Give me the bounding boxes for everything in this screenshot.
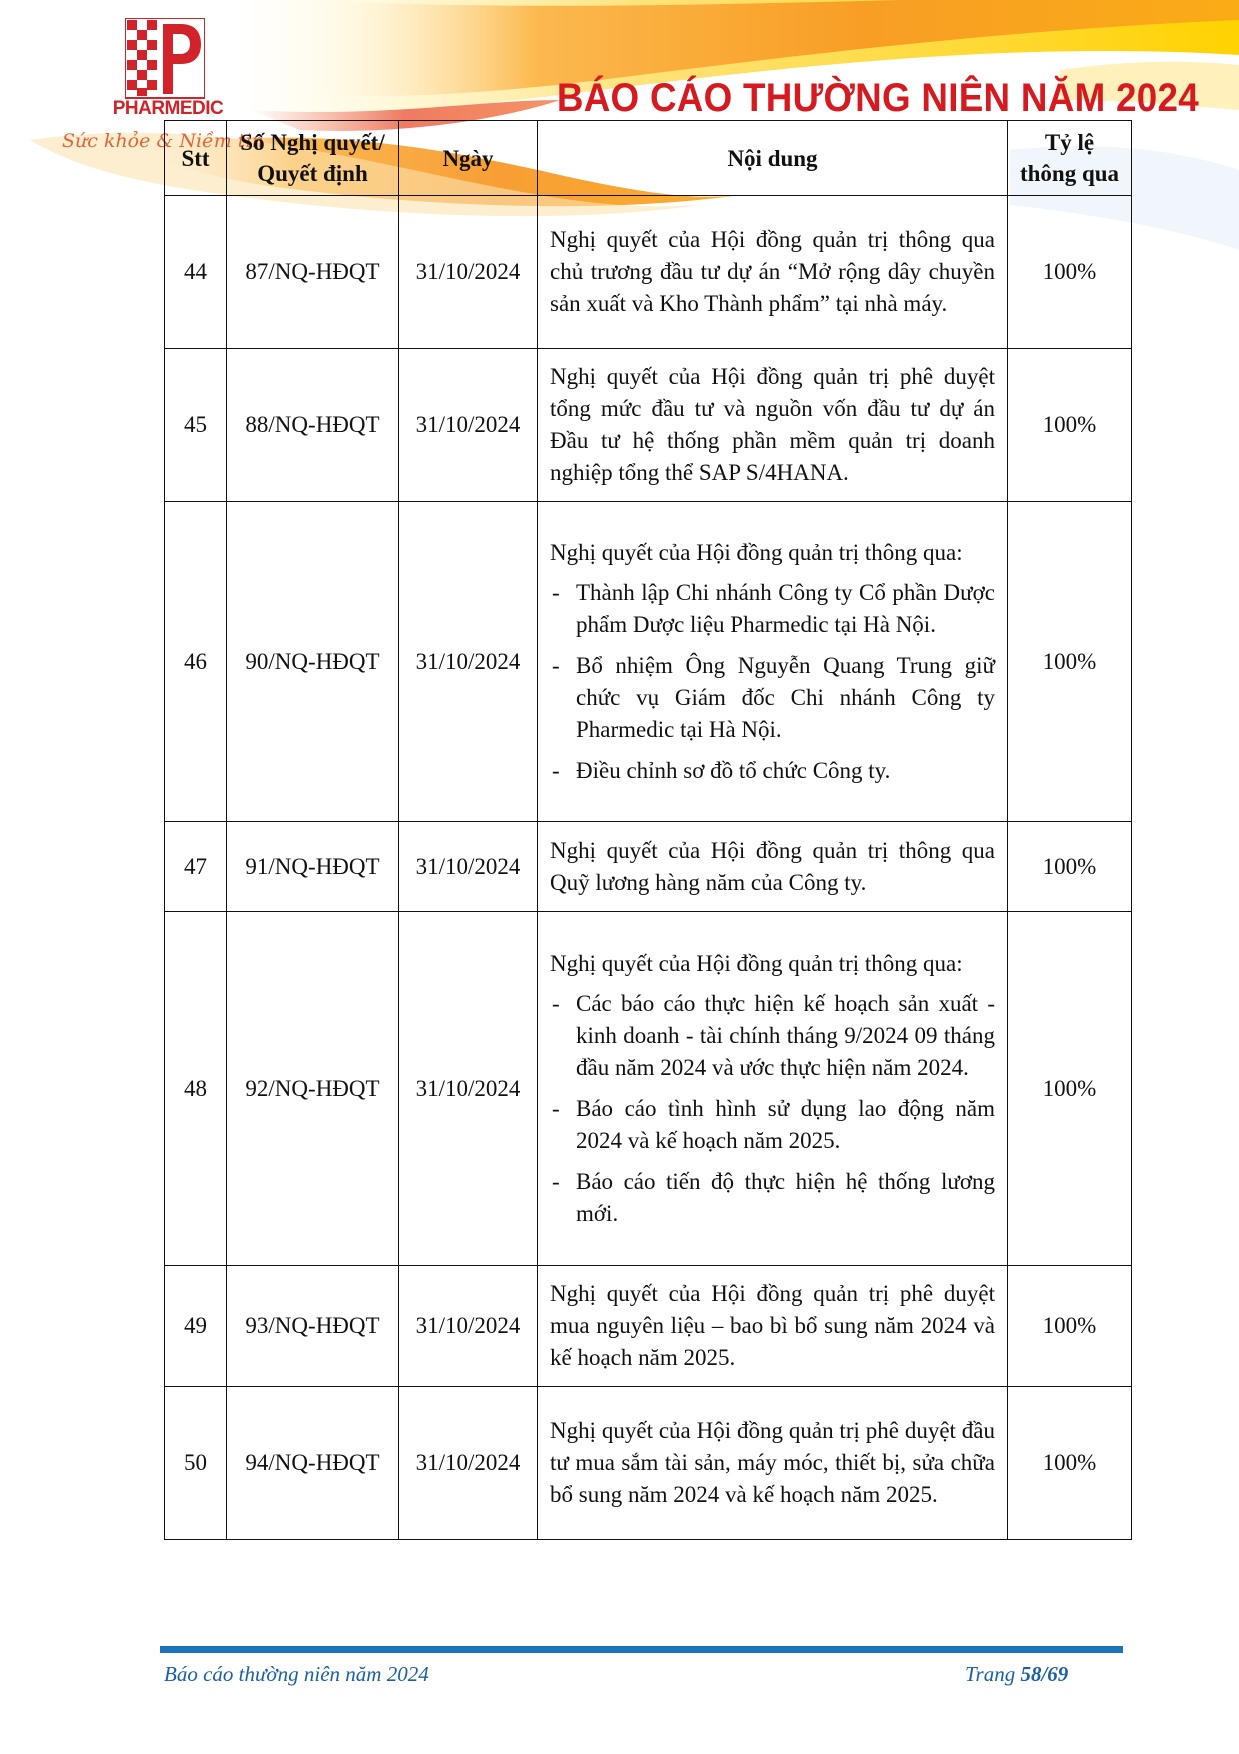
cell-date: 31/10/2024 bbox=[399, 196, 538, 349]
cell-stt: 50 bbox=[165, 1387, 227, 1540]
footer-report-name: Báo cáo thường niên năm 2024 bbox=[164, 1662, 429, 1686]
resolutions-table bbox=[164, 120, 1132, 1540]
cell-rate: 100% bbox=[1008, 1387, 1132, 1540]
cell-rate: 100% bbox=[1008, 502, 1132, 822]
page-label: Trang bbox=[965, 1662, 1016, 1686]
bullet-item: - Báo cáo tình hình sử dụng lao động năm 2024 và kế hoạch năm 2025. bbox=[550, 1093, 995, 1157]
cell-content bbox=[538, 912, 1008, 1266]
report-title: BÁO CÁO THƯỜNG NIÊN NĂM 2024 bbox=[556, 76, 1199, 120]
bullet-item: - Báo cáo tiến độ thực hiện hệ thống lương mới. bbox=[550, 1166, 995, 1230]
footer-rule bbox=[160, 1646, 1123, 1653]
cell-rate: 100% bbox=[1008, 822, 1132, 912]
cell-content bbox=[538, 1266, 1008, 1387]
table-row bbox=[165, 822, 1132, 912]
col-header-rate: Tỷ lệ thông qua bbox=[1008, 121, 1132, 196]
brand-slogan: Sức khỏe & Niềm tin bbox=[62, 130, 264, 152]
bullet-item: - Thành lập Chi nhánh Công ty Cổ phần Dược phẩm Dược liệu Pharmedic tại Hà Nội. bbox=[550, 577, 995, 641]
content-text: Nghị quyết của Hội đồng quản trị thông qua: bbox=[550, 950, 963, 976]
cell-number: 92/NQ-HĐQT bbox=[227, 912, 399, 1266]
cell-content bbox=[538, 822, 1008, 912]
col-header-stt: Stt bbox=[165, 121, 227, 196]
cell-content bbox=[538, 1387, 1008, 1540]
col-header-content: Nội dung bbox=[538, 121, 1008, 196]
cell-stt: 49 bbox=[165, 1266, 227, 1387]
content-text: Nghị quyết của Hội đồng quản trị thông qua chủ trương đầu tư dự án “Mở rộng dây chuyền sản xuất và Kho Thành phẩm” tại nhà máy. bbox=[550, 227, 995, 316]
cell-date: 31/10/2024 bbox=[399, 502, 538, 822]
table-row bbox=[165, 1387, 1132, 1540]
bullet-item: - Điều chỉnh sơ đồ tổ chức Công ty. bbox=[550, 755, 995, 787]
content-text: Nghị quyết của Hội đồng quản trị thông qua Quỹ lương hàng năm của Công ty. bbox=[550, 837, 995, 895]
cell-content bbox=[538, 196, 1008, 349]
pharmedic-logo bbox=[125, 18, 205, 108]
brand-name: PHARMEDIC bbox=[112, 98, 224, 119]
content-text: Nghị quyết của Hội đồng quản trị thông qua: bbox=[550, 539, 963, 565]
bullet-item: - Bổ nhiệm Ông Nguyễn Quang Trung giữ chức vụ Giám đốc Chi nhánh Công ty Pharmedic tại Hà Nội. bbox=[550, 650, 995, 746]
cell-date: 31/10/2024 bbox=[399, 912, 538, 1266]
cell-stt: 47 bbox=[165, 822, 227, 912]
cell-stt: 44 bbox=[165, 196, 227, 349]
table-row bbox=[165, 912, 1132, 1266]
cell-date: 31/10/2024 bbox=[399, 1266, 538, 1387]
cell-number: 88/NQ-HĐQT bbox=[227, 349, 399, 502]
cell-rate: 100% bbox=[1008, 912, 1132, 1266]
content-text: Nghị quyết của Hội đồng quản trị phê duyệt tổng mức đầu tư và nguồn vốn đầu tư dự án Đầu tư hệ thống phần mềm quản trị doanh nghiệp tổng thể SAP S/4HANA. bbox=[550, 364, 995, 485]
cell-date: 31/10/2024 bbox=[399, 349, 538, 502]
cell-number: 93/NQ-HĐQT bbox=[227, 1266, 399, 1387]
cell-rate: 100% bbox=[1008, 196, 1132, 349]
col-header-number: Số Nghị quyết/ Quyết định bbox=[227, 121, 399, 196]
content-text: Nghị quyết của Hội đồng quản trị phê duyệt mua nguyên liệu – bao bì bổ sung năm 2024 và kế hoạch năm 2025. bbox=[550, 1281, 995, 1370]
cell-content bbox=[538, 349, 1008, 502]
bullet-item: - Các báo cáo thực hiện kế hoạch sản xuất - kinh doanh - tài chính tháng 9/2024 09 tháng đầu năm 2024 và ước thực hiện năm 2024. bbox=[550, 988, 995, 1084]
cell-stt: 46 bbox=[165, 502, 227, 822]
content-text: Nghị quyết của Hội đồng quản trị phê duyệt đầu tư mua sắm tài sản, máy móc, thiết bị, sửa chữa bổ sung năm 2024 và kế hoạch năm 2025. bbox=[550, 1418, 995, 1507]
cell-number: 91/NQ-HĐQT bbox=[227, 822, 399, 912]
cell-number: 87/NQ-HĐQT bbox=[227, 196, 399, 349]
cell-date: 31/10/2024 bbox=[399, 822, 538, 912]
page-number: 58/69 bbox=[1020, 1662, 1069, 1686]
table-row bbox=[165, 196, 1132, 349]
cell-stt: 48 bbox=[165, 912, 227, 1266]
cell-number: 94/NQ-HĐQT bbox=[227, 1387, 399, 1540]
content-bullets bbox=[550, 988, 995, 1230]
cell-content bbox=[538, 502, 1008, 822]
cell-date: 31/10/2024 bbox=[399, 1387, 538, 1540]
cell-number: 90/NQ-HĐQT bbox=[227, 502, 399, 822]
table-row bbox=[165, 502, 1132, 822]
col-header-date: Ngày bbox=[399, 121, 538, 196]
footer-page bbox=[965, 1662, 1068, 1687]
table-row bbox=[165, 1266, 1132, 1387]
content-bullets bbox=[550, 577, 995, 787]
cell-rate: 100% bbox=[1008, 1266, 1132, 1387]
table-header-row bbox=[165, 121, 1132, 196]
cell-rate: 100% bbox=[1008, 349, 1132, 502]
table-row bbox=[165, 349, 1132, 502]
cell-stt: 45 bbox=[165, 349, 227, 502]
